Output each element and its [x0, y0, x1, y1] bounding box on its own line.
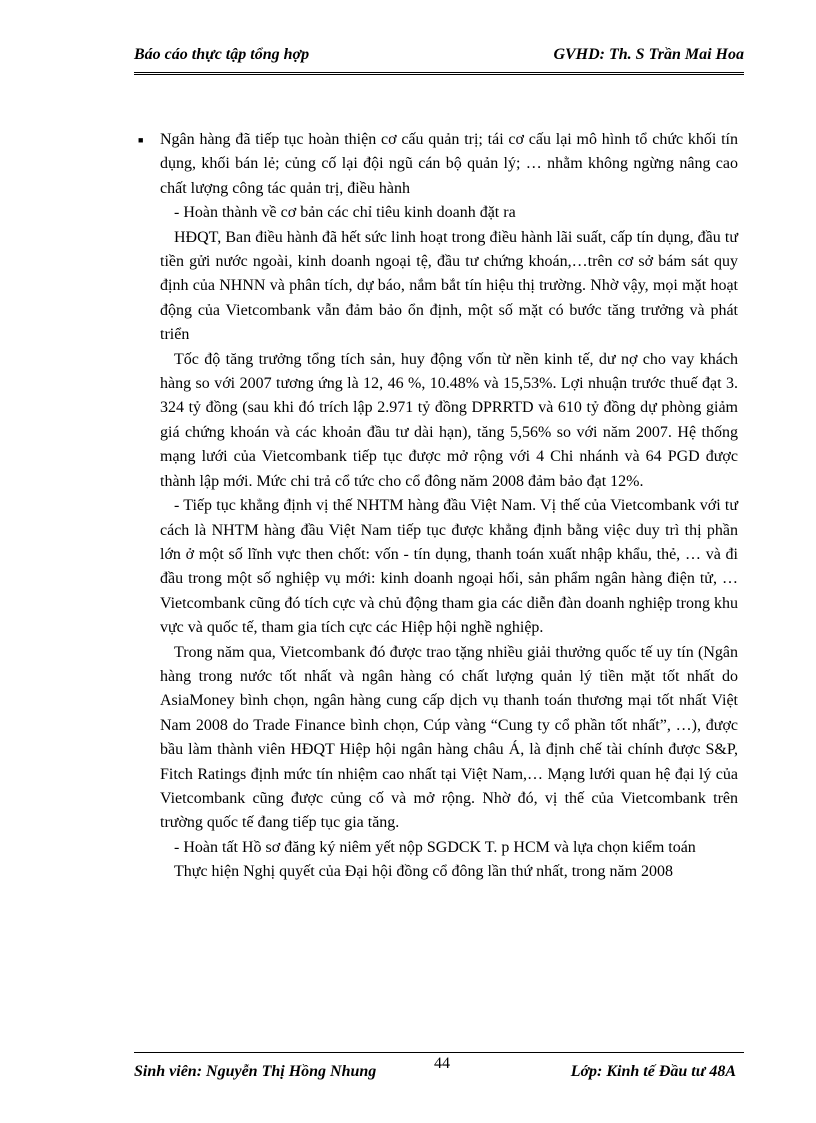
paragraph-5: - Tiếp tục khẳng định vị thế NHTM hàng đầu Việt Nam. Vị thế của Vietcombank với tư cách là NHTM hàng đầu Việt Nam tiếp tục được khẳng định bằng việc duy trì thị phần lớn ở một số lĩnh vực then chốt: vốn - tín dụng, thanh toán xuất nhập khẩu, thẻ, … và đi đầu trong một số nghiệp vụ mới: kinh doanh ngoại hối, sản phẩm ngân hàng điện tử, … Vietcombank cũng đó tích cực và chủ động tham gia các diễn đàn doanh nghiệp trong khu vực và quốc tế, tham gia tích cực các Hiệp hội nghề nghiệp. — [160, 497, 738, 637]
page-number: 44 — [434, 1055, 450, 1072]
paragraph-7: - Hoàn tất Hồ sơ đăng ký niêm yết nộp SGDCK T. p HCM và lựa chọn kiểm toán — [174, 838, 696, 856]
header-report-title: Báo cáo thực tập tổng hợp — [134, 46, 310, 63]
footer-class: Lớp: Kinh tế Đầu tư 48A — [570, 1063, 736, 1080]
paragraph-3: HĐQT, Ban điều hành đã hết sức linh hoạt trong điều hành lãi suất, cấp tín dụng, đầu tư tiền gửi nước ngoài, kinh doanh ngoại tệ, đầu tư chứng khoán,…trên cơ sở bám sát quy định của NHNN và phân tích, dự báo, nắm bắt tín hiệu thị trường. Nhờ vậy, mọi mặt hoạt động của Vietcombank vẫn đảm bảo ổn định, một số mặt có bước tăng trưởng và phát triển — [160, 228, 738, 344]
paragraph-4: Tốc độ tăng trưởng tổng tích sản, huy động vốn từ nền kinh tế, dư nợ cho vay khách hàng so với 2007 tương ứng là 12, 46 %, 10.48% và 15,53%. Lợi nhuận trước thuế đạt 3. 324 tỷ đồng (sau khi đó trích lập 2.971 tỷ đồng DPRRTD và 610 tỷ đồng dự phòng giảm giá chứng khoán và các khoản đầu tư dài hạn), tăng 5,56% so với năm 2007. Hệ thống mạng lưới của Vietcombank tiếp tục được mở rộng với 4 Chi nhánh và 64 PGD được thành lập mới. Mức chi trả cổ tức cho cổ đông năm 2008 đảm bảo đạt 12%. — [160, 350, 738, 490]
page-header — [134, 40, 744, 75]
header-supervisor: GVHD: Th. S Trần Mai Hoa — [553, 46, 744, 63]
document-body — [138, 128, 738, 885]
page-footer — [134, 1052, 744, 1083]
footer-student-name: Sinh viên: Nguyễn Thị Hồng Nhung — [134, 1063, 377, 1080]
paragraph-8: Thực hiện Nghị quyết của Đại hội đồng cổ đông lần thứ nhất, trong năm 2008 — [174, 863, 674, 881]
paragraph-2: - Hoàn thành về cơ bản các chỉ tiêu kinh doanh đặt ra — [174, 204, 516, 222]
bullet-square-icon: ■ — [138, 135, 144, 145]
paragraph-6: Trong năm qua, Vietcombank đó được trao tặng nhiều giải thưởng quốc tế uy tín (Ngân hàng trong nước tốt nhất và ngân hàng có chất lượng quản lý tiền mặt tốt nhất do AsiaMoney bình chọn, ngân hàng cung cấp dịch vụ thanh toán thương mại tốt nhất Việt Nam 2008 do Trade Finance bình chọn, Cúp vàng “Cung ty cổ phần tốt nhất”, …), được bầu làm thành viên HĐQT Hiệp hội ngân hàng châu Á, là định chế tài chính được S&P, Fitch Ratings định mức tín nhiệm cao nhất tại Việt Nam,… Mạng lưới quan hệ đại lý của Vietcombank cũng được củng cố và mở rộng. Nhờ đó, vị thế của Vietcombank trên trường quốc tế đang tiếp tục gia tăng. — [160, 643, 738, 832]
paragraph-1: ■ Ngân hàng đã tiếp tục hoàn thiện cơ cấu quản trị; tái cơ cấu lại mô hình tổ chức khối tín dụng, khối bán lẻ; củng cố lại đội ngũ cán bộ quản lý; … nhằm không ngừng nâng cao chất lượng công tác quản trị, điều hành — [160, 128, 738, 201]
